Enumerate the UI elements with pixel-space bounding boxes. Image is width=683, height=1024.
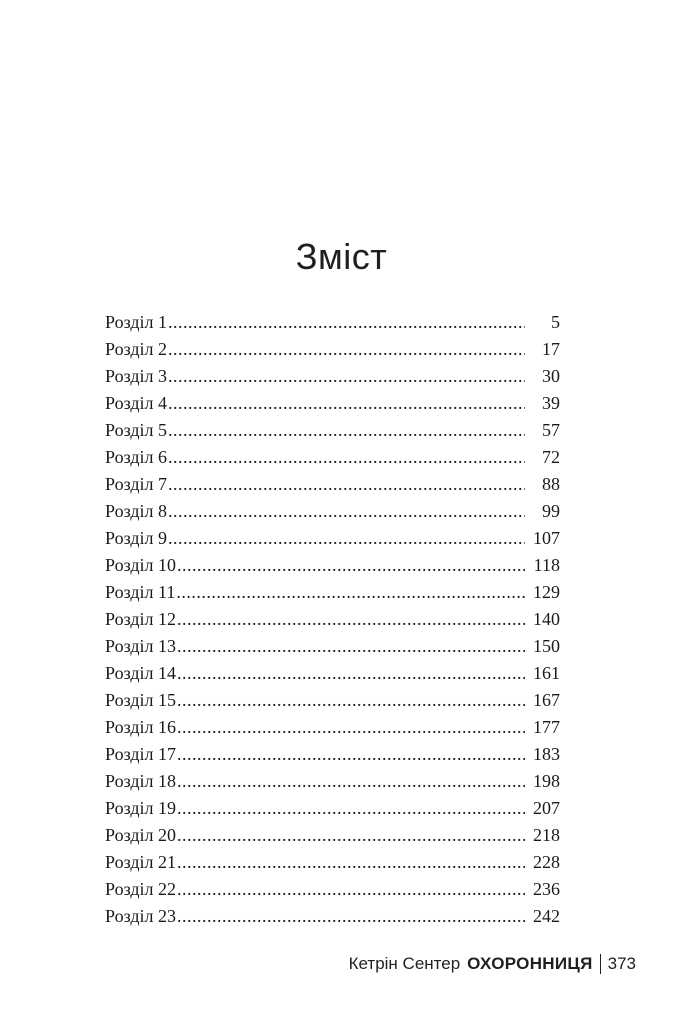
- toc-entry-label: Розділ 17: [105, 744, 176, 764]
- toc-dot-leader: [168, 336, 525, 363]
- toc-entry-page: 39: [542, 393, 560, 413]
- toc-entry-page: 88: [542, 474, 560, 494]
- toc-entry-label: Розділ 13: [105, 636, 176, 656]
- toc-entry: [105, 795, 560, 822]
- toc-entry: [105, 633, 560, 660]
- table-of-contents: [105, 309, 560, 930]
- toc-dot-leader: [177, 768, 525, 795]
- toc-entry-label: Розділ 4: [105, 393, 167, 413]
- toc-dot-leader: [168, 417, 525, 444]
- toc-entry-label: Розділ 20: [105, 825, 176, 845]
- toc-entry-label: Розділ 12: [105, 609, 176, 629]
- toc-entry: [105, 552, 560, 579]
- toc-dot-leader: [177, 795, 525, 822]
- toc-entry: [105, 714, 560, 741]
- toc-entry-page: 207: [533, 798, 560, 818]
- toc-entry-page: 242: [533, 906, 560, 926]
- toc-entry-page: 177: [533, 717, 560, 737]
- toc-entry-page: 17: [542, 339, 560, 359]
- footer-book-title: ОХОРОННИЦЯ: [467, 954, 593, 973]
- toc-dot-leader: [176, 579, 525, 606]
- toc-entry: [105, 876, 560, 903]
- toc-entry-label: Розділ 22: [105, 879, 176, 899]
- toc-entry: [105, 606, 560, 633]
- toc-dot-leader: [168, 390, 525, 417]
- toc-entry-label: Розділ 18: [105, 771, 176, 791]
- running-footer: [349, 954, 636, 974]
- toc-dot-leader: [168, 309, 525, 336]
- toc-entry-page: 150: [533, 636, 560, 656]
- toc-entry: [105, 471, 560, 498]
- toc-entry-label: Розділ 21: [105, 852, 176, 872]
- toc-entry-label: Розділ 5: [105, 420, 167, 440]
- toc-dot-leader: [177, 741, 525, 768]
- toc-entry: [105, 849, 560, 876]
- toc-entry: [105, 822, 560, 849]
- toc-dot-leader: [177, 876, 525, 903]
- toc-entry-page: 161: [533, 663, 560, 683]
- toc-entry-label: Розділ 6: [105, 447, 167, 467]
- toc-entry-label: Розділ 1: [105, 312, 167, 332]
- toc-entry: [105, 687, 560, 714]
- toc-dot-leader: [168, 471, 525, 498]
- toc-dot-leader: [177, 714, 525, 741]
- toc-entry: [105, 336, 560, 363]
- toc-entry-label: Розділ 8: [105, 501, 167, 521]
- toc-entry-label: Розділ 7: [105, 474, 167, 494]
- toc-entry: [105, 417, 560, 444]
- footer-page-number: 373: [607, 954, 636, 973]
- toc-entry: [105, 498, 560, 525]
- toc-entry: [105, 363, 560, 390]
- toc-entry-page: 107: [533, 528, 560, 548]
- toc-entry: [105, 768, 560, 795]
- toc-entry-label: Розділ 15: [105, 690, 176, 710]
- toc-dot-leader: [168, 444, 525, 471]
- toc-entry-page: 183: [533, 744, 560, 764]
- toc-entry: [105, 390, 560, 417]
- toc-entry: [105, 525, 560, 552]
- toc-dot-leader: [177, 660, 525, 687]
- toc-entry-page: 57: [542, 420, 560, 440]
- toc-entry-label: Розділ 23: [105, 906, 176, 926]
- toc-dot-leader: [177, 552, 525, 579]
- page-title: Зміст: [295, 236, 388, 277]
- footer-divider: [600, 954, 601, 974]
- toc-dot-leader: [177, 606, 525, 633]
- toc-entry-label: Розділ 3: [105, 366, 167, 386]
- toc-entry-page: 236: [533, 879, 560, 899]
- toc-entry: [105, 444, 560, 471]
- toc-entry-label: Розділ 19: [105, 798, 176, 818]
- toc-entry: [105, 660, 560, 687]
- toc-entry-page: 140: [533, 609, 560, 629]
- toc-entry-label: Розділ 16: [105, 717, 176, 737]
- toc-entry: [105, 741, 560, 768]
- toc-dot-leader: [177, 687, 525, 714]
- toc-dot-leader: [168, 363, 525, 390]
- toc-dot-leader: [177, 849, 525, 876]
- toc-entry-page: 198: [533, 771, 560, 791]
- toc-entry-label: Розділ 11: [105, 582, 176, 602]
- toc-entry-page: 218: [533, 825, 560, 845]
- toc-entry-label: Розділ 2: [105, 339, 167, 359]
- toc-dot-leader: [168, 525, 525, 552]
- toc-entry-page: 30: [542, 366, 560, 386]
- footer-author: Кетрін Сентер: [348, 954, 461, 973]
- toc-entry-label: Розділ 14: [105, 663, 176, 683]
- toc-dot-leader: [177, 633, 525, 660]
- toc-dot-leader: [177, 822, 525, 849]
- toc-entry-page: 72: [542, 447, 560, 467]
- toc-entry-page: 228: [533, 852, 560, 872]
- toc-dot-leader: [177, 903, 525, 930]
- toc-entry: [105, 903, 560, 930]
- toc-entry-page: 129: [533, 582, 560, 602]
- toc-entry-label: Розділ 9: [105, 528, 167, 548]
- toc-entry-label: Розділ 10: [105, 555, 176, 575]
- toc-entry-page: 118: [533, 555, 560, 575]
- toc-dot-leader: [168, 498, 525, 525]
- toc-entry: [105, 579, 560, 606]
- toc-entry-page: 5: [551, 312, 560, 332]
- toc-entry: [105, 309, 560, 336]
- toc-entry-page: 99: [542, 501, 560, 521]
- toc-entry-page: 167: [533, 690, 560, 710]
